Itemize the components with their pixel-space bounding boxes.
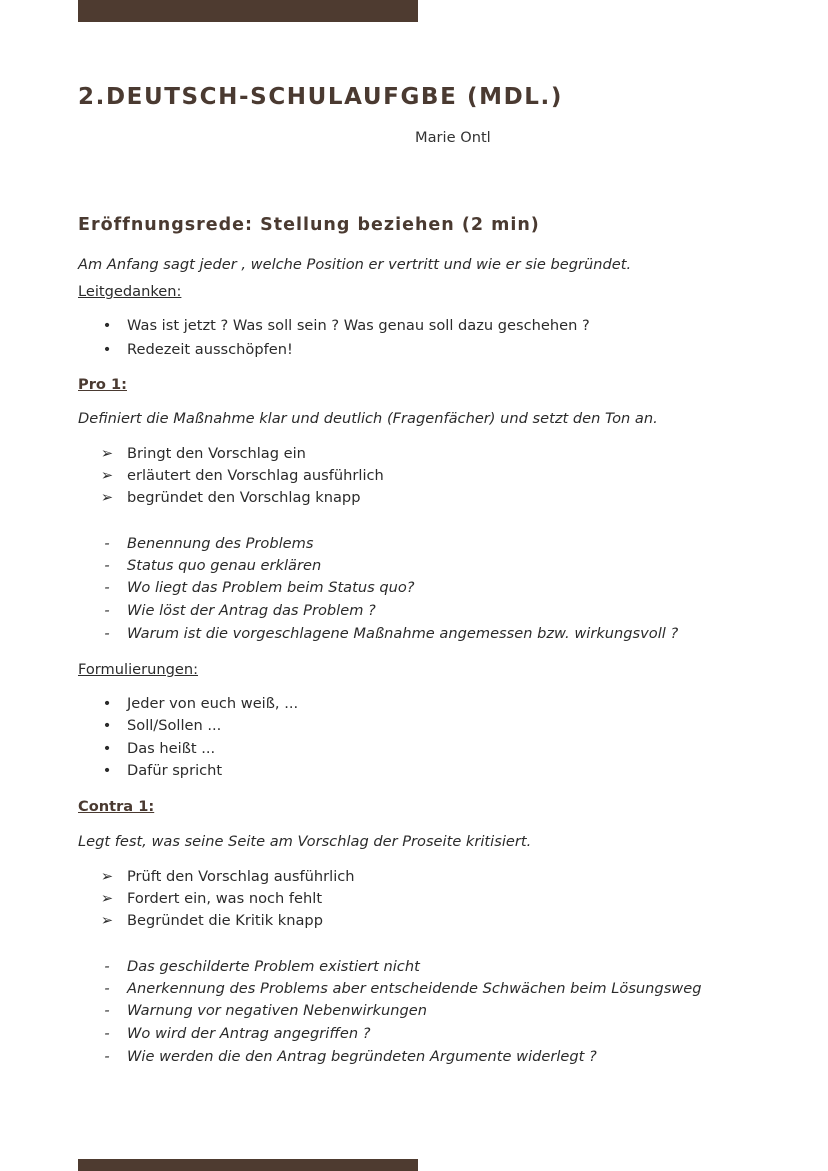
arrow-icon: ➢ — [100, 868, 114, 885]
page-title: 2.DEUTSCH-SCHULAUFGBE (MDL.) — [78, 84, 563, 110]
bullet-icon: • — [102, 341, 112, 358]
section-heading: Eröffnungsrede: Stellung beziehen (2 min) — [78, 215, 540, 235]
dash-icon: - — [104, 557, 110, 574]
pro-label: Pro 1: — [78, 376, 127, 393]
intro-text: Am Anfang sagt jeder , welche Position er vertritt und wie er sie begründet. — [78, 256, 632, 273]
contra-description: Legt fest, was seine Seite am Vorschlag der Proseite kritisiert. — [78, 833, 532, 850]
bullet-icon: • — [102, 717, 112, 734]
top-decor-bar — [78, 0, 418, 22]
bullet-icon: • — [102, 317, 112, 334]
arrow-icon: ➢ — [100, 467, 114, 484]
leitgedanken-label: Leitgedanken: — [78, 283, 182, 300]
dash-icon: - — [104, 1048, 110, 1065]
arrow-icon: ➢ — [100, 489, 114, 506]
arrow-icon: ➢ — [100, 912, 114, 929]
formulierungen-label: Formulierungen: — [78, 661, 199, 678]
pro-description: Definiert die Maßnahme klar und deutlich (Fragenfächer) und setzt den Ton an. — [78, 410, 658, 427]
dash-icon: - — [104, 535, 110, 552]
dash-icon: - — [104, 602, 110, 619]
bullet-icon: • — [102, 762, 112, 779]
dash-icon: - — [104, 625, 110, 642]
bullet-icon: • — [102, 695, 112, 712]
dash-icon: - — [104, 579, 110, 596]
arrow-icon: ➢ — [100, 890, 114, 907]
dash-icon: - — [104, 1025, 110, 1042]
dash-icon: - — [104, 980, 110, 997]
bullet-icon: • — [102, 740, 112, 757]
arrow-icon: ➢ — [100, 445, 114, 462]
contra-label: Contra 1: — [78, 798, 155, 815]
author-name: Marie Ontl — [415, 129, 491, 146]
dash-icon: - — [104, 958, 110, 975]
dash-icon: - — [104, 1002, 110, 1019]
bottom-decor-bar — [78, 1159, 418, 1171]
